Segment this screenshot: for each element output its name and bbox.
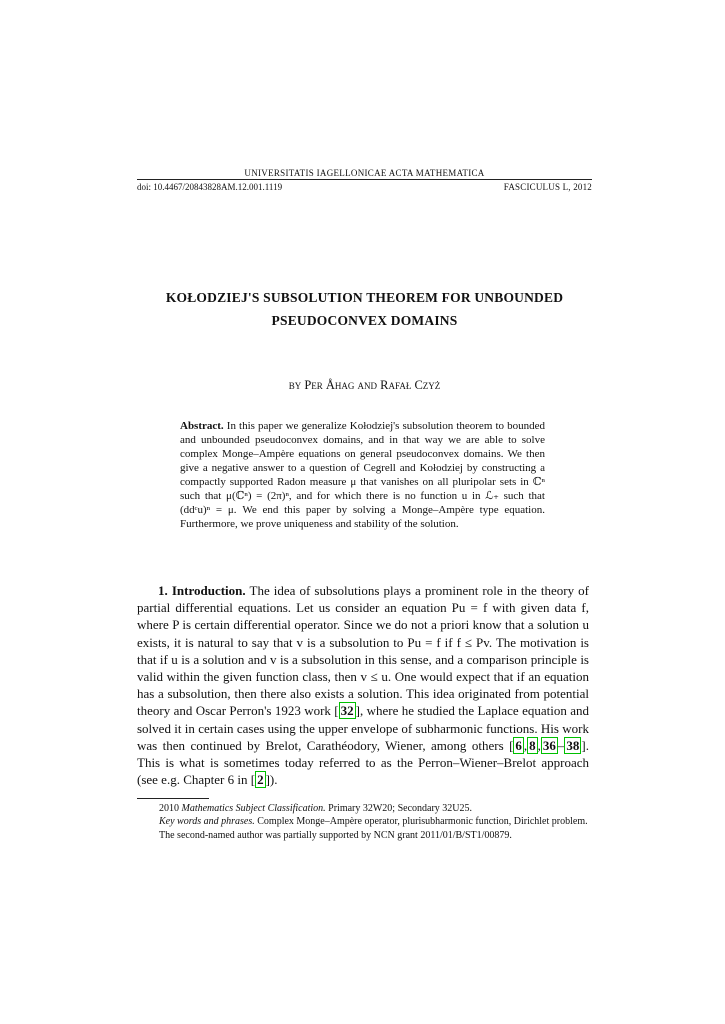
msc-year: 2010 (159, 803, 179, 814)
citation-link[interactable]: 8 (529, 737, 536, 753)
keywords-label: Key words and phrases. (159, 816, 255, 828)
intro-text-a: The idea of subsolutions plays a prominent role in the theory of partial differential equations. Let us consider an equation Pu = f with given data f, where P is certain differential operator. Since we do not a priori know that a solution u exists, it is natural to say that v is a subsolution to Pu = f if f ≤ Pv. The motivation is that if u is a solution and v is a subsolution in this sense, and a comparison principle is valid within the given function class, then v ≤ u. One would expect that if an equation has a subsolution, then there also exists a solution. This idea originated from potential theory and Oscar Perron's 1923 work (137, 583, 589, 719)
journal-name: UNIVERSITATIS IAGELLONICAE ACTA MATHEMATICA (244, 168, 485, 178)
abstract-text: In this paper we generalize Kołodziej's subsolution theorem to bounded and unbounded pseudoconvex domains, and in that way we are able to solve complex Monge–Ampère equations on general pseudoconvex domains. We then give a negative answer to a question of Cegrell and Kołodziej by constructing a compactly supported Radon measure μ that vanishes on all pluripolar sets in ℂⁿ such that μ(ℂⁿ) = (2π)ⁿ, and for which there is no function u in ℒ₊ such that (ddᶜu)ⁿ = μ. We end this paper by solving a Monge–Ampère type equation. Furthermore, we prove uniqueness and stability of the solution. (180, 420, 545, 530)
abstract (180, 419, 545, 531)
intro-text-c: . This is what is sometimes today referred to as the Perron–Wiener–Brelot approach (see e.g. Chapter 6 in (137, 737, 589, 788)
introduction-section: 1. Introduction. The idea of subsolutions plays a prominent role in the theory of partial differential equations. Let us consider an equation Pu = f with given data f, where P is certain differential operator. Since we do not a priori know that a solution u exists, it is natural to say that v is a subsolution to Pu = f if f ≤ Pv. The motivation is that if u is a solution and v is a subsolution in this sense, and a comparison principle is valid within the given function class, then v ≤ u. One would expect that if an equation has a subsolution, then there also exists a solution. This idea originated from potential theory and Oscar Perron's 1923 work [ 32 ], where he studied the Laplace equation and solved it in certain cases using the upper envelope of subharmonic functions. His work was then continued by Brelot, Carathéodory, Wiener, among others [ 6 , 8 , 36 – 38 ]. This is what is sometimes today referred to as the Perron–Wiener–Brelot approach (see e.g. Chapter 6 in [ 2 ]). (137, 583, 589, 788)
doi[interactable]: doi: 10.4467/20843828AM.12.001.1119 (137, 182, 283, 192)
msc-text: Primary 32W20; Secondary 32U25. (328, 803, 473, 814)
paper-title (137, 286, 592, 332)
fasciculus: FASCICULUS L, 2012 (503, 182, 592, 192)
intro-text-d: ). (269, 772, 278, 788)
title-line-1: KOŁODZIEJ'S SUBSOLUTION THEOREM FOR UNBOUNDED (165, 290, 564, 305)
authors: by Per Åhag and Rafał Czyż (288, 378, 441, 392)
citation-link[interactable]: 6 (515, 737, 522, 753)
footnote-grant: The second-named author was partially supported by NCN grant 2011/01/B/ST1/00879. (159, 829, 512, 841)
footnotes (137, 802, 589, 842)
citation-link[interactable]: 36 (542, 737, 556, 753)
footnote-keywords (137, 815, 589, 828)
header-rule (137, 179, 592, 180)
citation-link[interactable]: 32 (340, 703, 354, 719)
footnote-msc (137, 802, 589, 815)
title-line-2: PSEUDOCONVEX DOMAINS (271, 313, 458, 328)
citation-link[interactable]: 2 (257, 772, 264, 788)
msc-label: Mathematics Subject Classification. (181, 803, 326, 814)
abstract-label: Abstract. (180, 420, 224, 432)
keywords-text: Complex Monge–Ampère operator, plurisubharmonic function, Dirichlet problem. (257, 816, 588, 828)
citation-link[interactable]: 38 (566, 737, 580, 753)
section-heading: 1. Introduction. (158, 583, 246, 598)
footnote-rule (137, 798, 209, 799)
intro-text-b: , where he studied the Laplace equation and solved it in certain cases using the upper envelope of subharmonic functions. His work was then continued by Brelot, Carathéodory, Wiener, among others (137, 703, 589, 753)
